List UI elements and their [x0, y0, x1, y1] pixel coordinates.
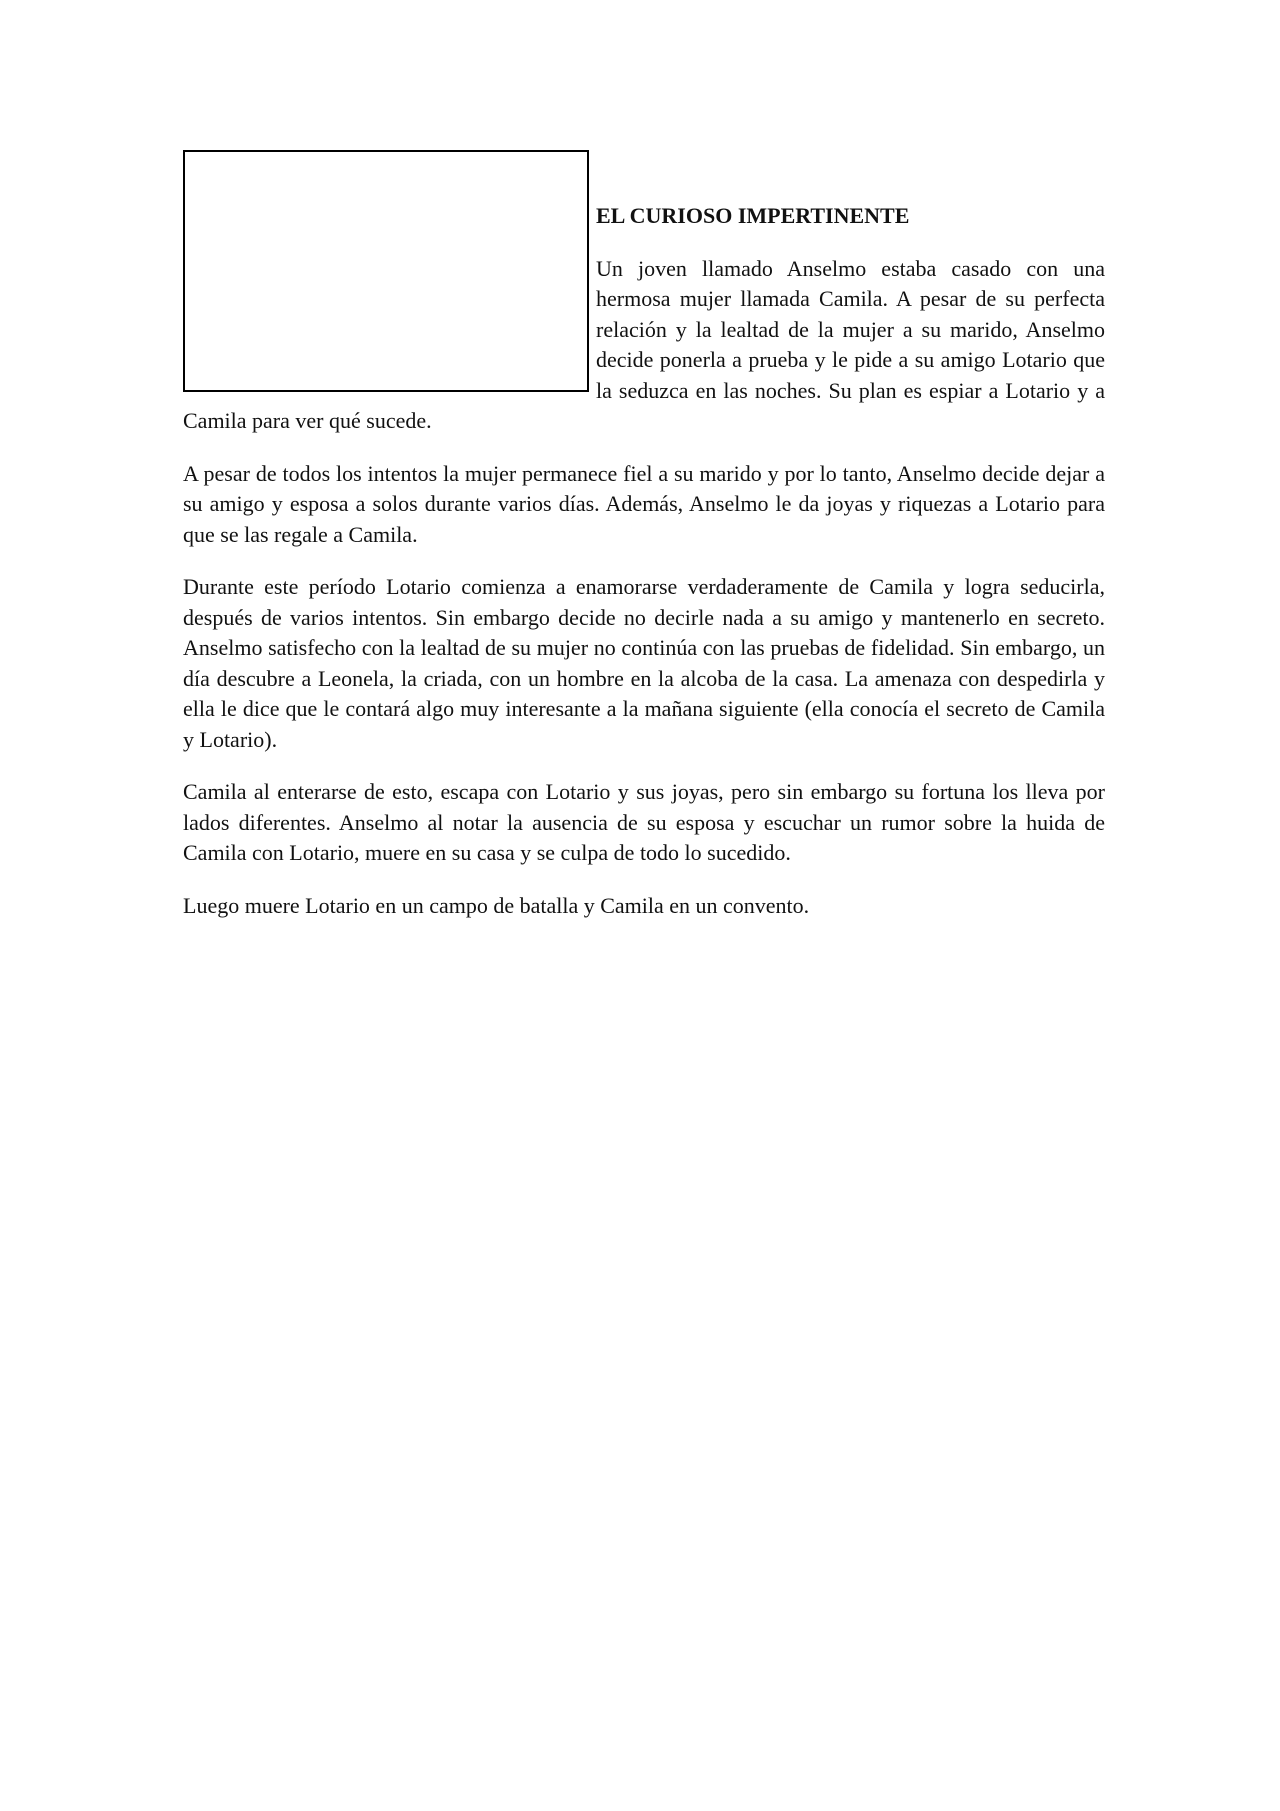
paragraph-5: Luego muere Lotario en un campo de batalla y Camila en un convento. [183, 892, 810, 918]
document-title: EL CURIOSO IMPERTINENTE [596, 203, 910, 228]
image-placeholder-frame [183, 150, 589, 392]
document-body [183, 150, 1105, 943]
paragraph-4: Camila al enterarse de esto, escapa con Lotario y sus joyas, pero sin embargo su fortuna los lleva por lados diferentes. Anselmo al notar la ausencia de su esposa y escuchar un rumor sobre la huida de Camila con Lotario, muere en su casa y se culpa de todo lo sucedido. [183, 779, 1105, 865]
paragraph-1: Un joven llamado Anselmo estaba casado con una hermosa mujer llamada Camila. A pesar de su perfecta relación y la lealtad de la mujer a su marido, Anselmo decide ponerla a prueba y le pide a su amigo Lotario que la seduzca en las noches. Su plan es espiar a Lotario y a Camila para ver qué sucede. [183, 255, 1105, 433]
paragraph-2: A pesar de todos los intentos la mujer permanece fiel a su marido y por lo tanto, Anselmo decide dejar a su amigo y esposa a solos durante varios días. Además, Anselmo le da joyas y riquezas a Lotario para que se las regale a Camila. [183, 460, 1105, 547]
paragraph-3: Durante este período Lotario comienza a enamorarse verdaderamente de Camila y logra seducirla, después de varios intentos. Sin embargo decide no decirle nada a su amigo y mantenerlo en secreto. Anselmo satisfecho con la lealtad de su mujer no continúa con las pruebas de fidelidad. Sin embargo, un día descubre a Leonela, la criada, con un hombre en la alcoba de la casa. La amenaza con despedirla y ella le dice que le contará algo muy interesante a la mañana siguiente (ella conocía el secreto de Camila y Lotario). [183, 574, 1105, 752]
